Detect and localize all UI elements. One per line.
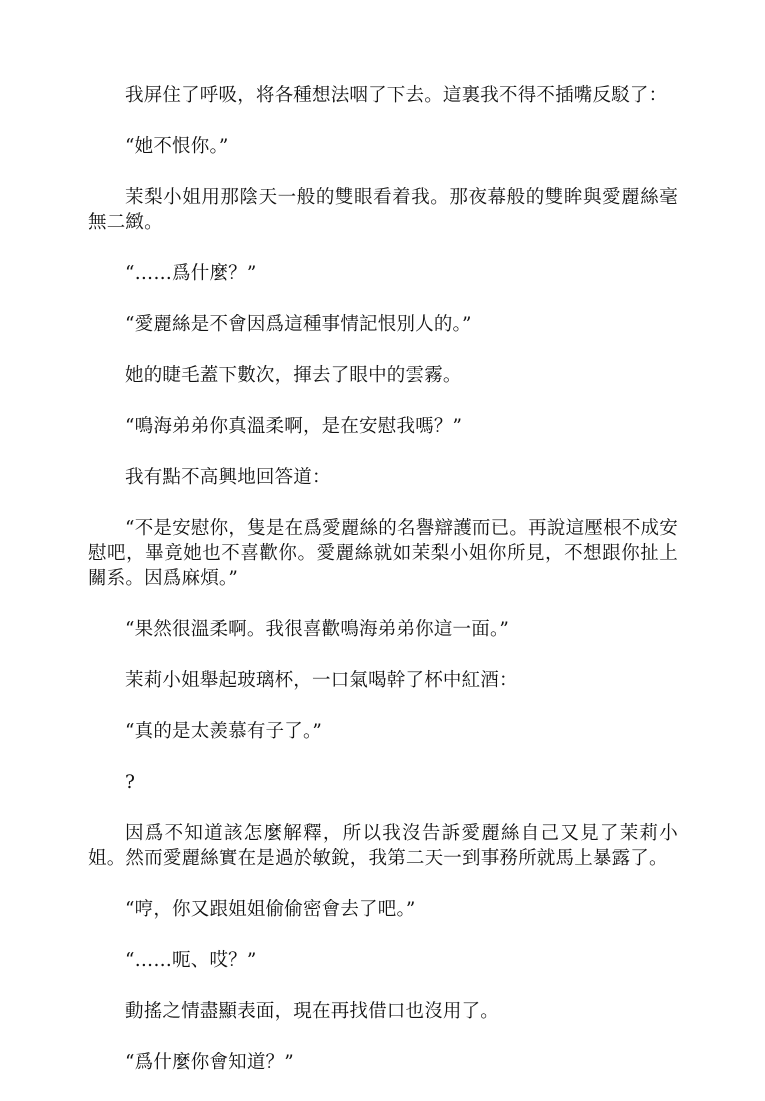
paragraph: “果然很溫柔啊。我很喜歡鳴海弟弟你這一面。” bbox=[125, 619, 510, 640]
paragraph: “爲什麼你會知道？” bbox=[125, 1052, 294, 1073]
paragraph: 茉梨小姐用那陰天一般的雙眼看着我。那夜幕般的雙眸與愛麗絲毫無二緻。 bbox=[88, 187, 678, 233]
paragraph: 她的睫毛蓋下數次，揮去了眼中的雲霧。 bbox=[125, 365, 462, 386]
paragraph: “不是安慰你，隻是在爲愛麗絲的名譽辯護而已。再說這壓根不成安慰吧，畢竟她也不喜歡你。愛麗絲就如茉梨小姐你所見，不想跟你扯上關系。因爲麻煩。” bbox=[88, 518, 678, 589]
paragraph: “真的是太羨慕有子了。” bbox=[125, 721, 323, 742]
paragraph: “愛麗絲是不會因爲這種事情記恨別人的。” bbox=[125, 314, 472, 335]
paragraph: “她不恨你。” bbox=[125, 136, 229, 157]
paragraph: 因爲不知道該怎麼解釋，所以我沒告訴愛麗絲自己又見了茉莉小姐。然而愛麗絲實在是過於敏銳，我第二天一到事務所就馬上暴露了。 bbox=[88, 823, 678, 869]
paragraph: “……呃、哎？” bbox=[125, 950, 257, 971]
body-text bbox=[88, 83, 678, 1101]
paragraph: “鳴海弟弟你真溫柔啊，是在安慰我嗎？” bbox=[125, 416, 463, 437]
paragraph: 動搖之情盡顯表面，現在再找借口也沒用了。 bbox=[125, 1001, 500, 1022]
paragraph: “……爲什麼？” bbox=[125, 263, 257, 284]
paragraph: “哼，你又跟姐姐偷偷密會去了吧。” bbox=[125, 899, 416, 920]
paragraph: 我屏住了呼吸，将各種想法咽了下去。這裏我不得不插嘴反駁了： bbox=[125, 85, 668, 106]
paragraph: 我有點不高興地回答道： bbox=[125, 467, 331, 488]
paragraph: 茉莉小姐舉起玻璃杯，一口氣喝幹了杯中紅酒： bbox=[125, 670, 518, 691]
paragraph: ? bbox=[125, 772, 136, 793]
